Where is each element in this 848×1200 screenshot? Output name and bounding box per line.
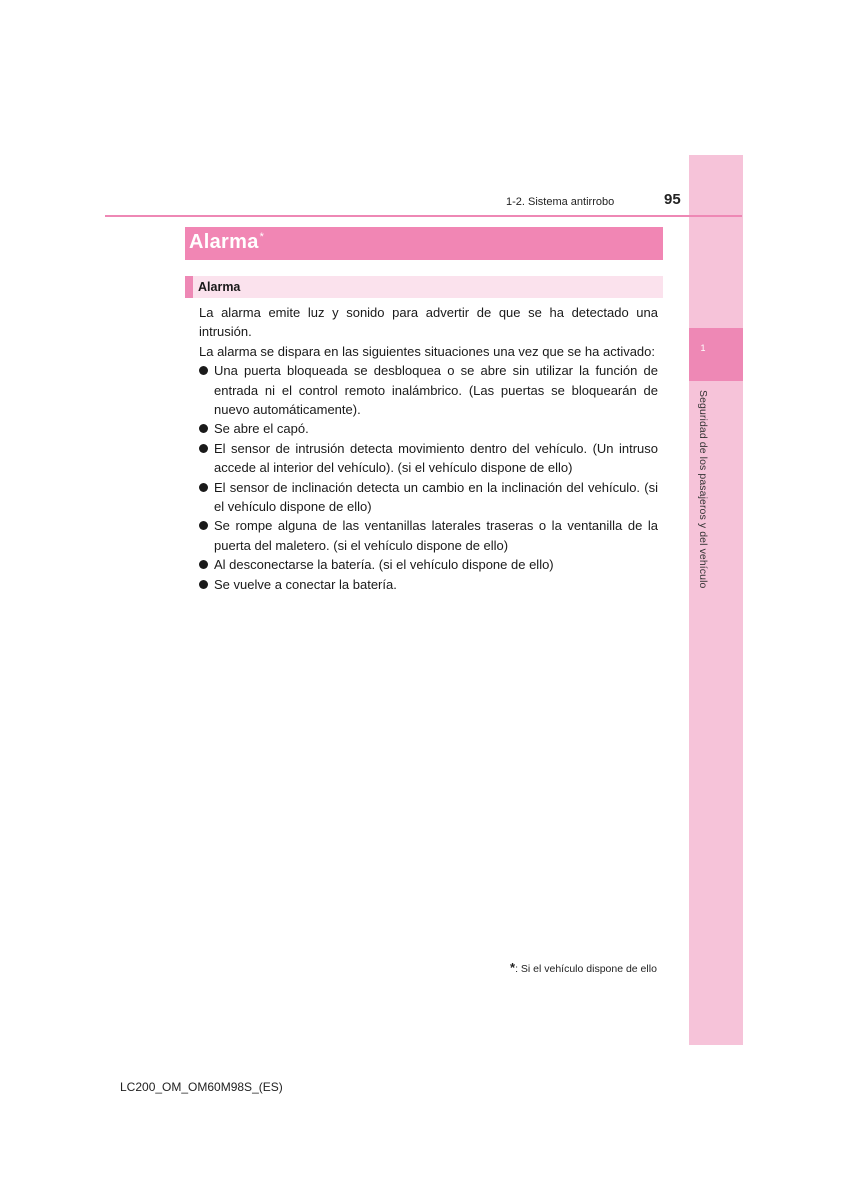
list-item-text: Se rompe alguna de las ventanillas laterales traseras o la ventanilla de la puerta del maletero. (si el vehículo dispone de ello) <box>214 518 658 553</box>
footnote-mark: * <box>510 960 516 975</box>
footnote <box>510 960 657 975</box>
list-item <box>199 361 658 419</box>
list-item-text: Al desconectarse la batería. (si el vehículo dispone de ello) <box>214 557 554 573</box>
list-item <box>199 419 658 438</box>
paragraph: La alarma emite luz y sonido para advertir de que se ha detectado una intrusión. <box>199 305 658 340</box>
footnote-text: : Si el vehículo dispone de ello <box>515 963 657 975</box>
chapter-label: Seguridad de los pasajeros y del vehículo <box>697 390 709 589</box>
page-number: 95 <box>664 191 681 208</box>
list-item <box>199 439 658 478</box>
list-item-text: El sensor de intrusión detecta movimiento dentro del vehículo. (Un intruso accede al interior del vehículo). (si el vehículo dispone de ello) <box>214 440 658 476</box>
document-code: LC200_OM_OM60M98S_(ES) <box>120 1080 283 1094</box>
list-item <box>199 516 658 555</box>
body-text <box>199 303 658 594</box>
bullet-icon <box>199 560 208 569</box>
list-item <box>199 575 658 594</box>
bullet-icon <box>199 444 208 453</box>
bullet-icon <box>199 483 208 492</box>
title-asterisk: * <box>259 231 265 244</box>
bullet-icon <box>199 580 208 589</box>
bullet-list <box>199 361 658 594</box>
bullet-icon <box>199 521 208 530</box>
chapter-tab-active-marker[interactable] <box>689 328 743 381</box>
subheading: Alarma <box>198 280 241 294</box>
bullet-icon <box>199 424 208 433</box>
page-title-text: Alarma <box>189 231 259 253</box>
list-item-text: El sensor de inclinación detecta un cambio en la inclinación del vehículo. (si el vehículo dispone de ello) <box>214 479 658 515</box>
chapter-side-tab <box>689 155 743 1045</box>
list-item-text: Se vuelve a conectar la batería. <box>214 576 397 592</box>
list-item-text: Una puerta bloqueada se desbloquea o se abre sin utilizar la función de entrada ni el control remoto inalámbrico. (Las puertas se bloquearán de nuevo automáticamente). <box>214 363 658 418</box>
bullet-icon <box>199 366 208 375</box>
list-item <box>199 555 658 574</box>
page-title <box>189 231 264 254</box>
subheading-bar <box>185 276 663 298</box>
chapter-number: 1 <box>700 343 706 353</box>
subheading-accent <box>185 276 193 298</box>
paragraph: La alarma se dispara en las siguientes situaciones una vez que se ha activado: <box>199 343 656 359</box>
list-item <box>199 478 658 517</box>
header-divider <box>105 215 742 217</box>
section-title: 1-2. Sistema antirrobo <box>506 196 615 208</box>
list-item-text: Se abre el capó. <box>214 421 309 437</box>
